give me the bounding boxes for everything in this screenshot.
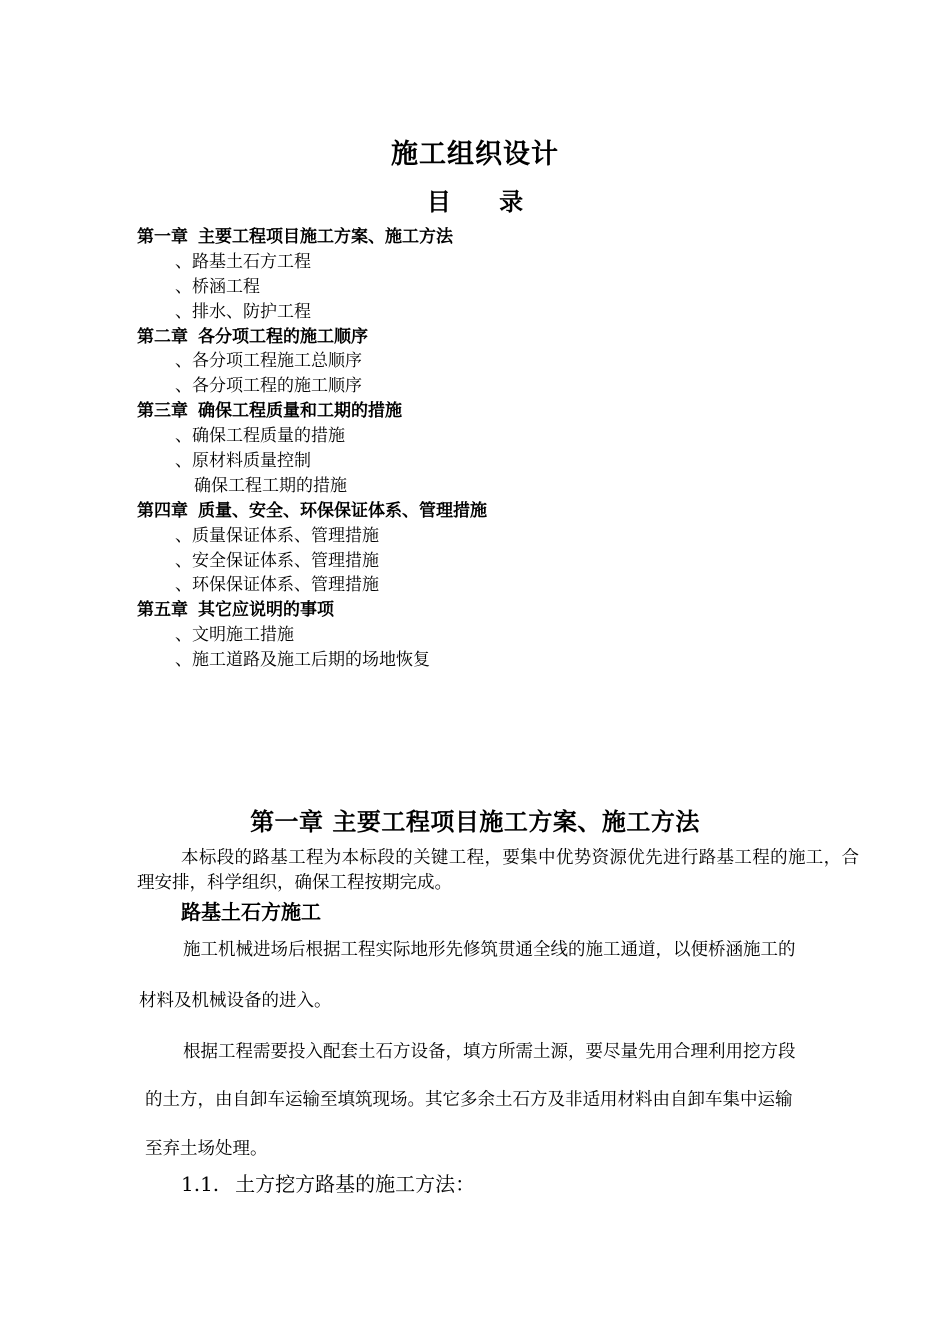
toc-chapter-entry — [137, 399, 837, 424]
toc-section-entry: 、质量保证体系、管理措施 — [175, 525, 379, 546]
toc-section-entry: 确保工程工期的措施 — [194, 475, 347, 496]
toc-chapter-entry — [137, 499, 837, 524]
toc-chapter-entry — [137, 325, 837, 350]
toc-chapter-entry — [137, 225, 837, 250]
body-text-line: 根据工程需要投入配套土石方设备，填方所需土源，要尽量先用合理利用挖方段 — [183, 1042, 796, 1062]
toc-section-entry: 、桥涵工程 — [175, 276, 260, 297]
toc-heading: 目 录 — [426, 188, 544, 216]
table-of-contents — [137, 225, 837, 673]
section-heading: 路基土石方施工 — [181, 900, 321, 924]
toc-section-entry: 、原材料质量控制 — [175, 451, 311, 472]
body-text-line: 施工机械进场后根据工程实际地形先修筑贯通全线的施工通道，以便桥涵施工的 — [183, 940, 796, 960]
toc-chapter-title: 各分项工程的施工顺序 — [198, 326, 368, 347]
body-text-line: 的土方，由自卸车运输至填筑现场。其它多余土石方及非适用材料由自卸车集中运输 — [145, 1090, 793, 1110]
toc-chapter-title: 质量、安全、环保保证体系、管理措施 — [198, 500, 487, 521]
toc-section-entry: 、文明施工措施 — [175, 625, 294, 646]
toc-section-entry: 、施工道路及施工后期的场地恢复 — [175, 650, 430, 671]
toc-chapter-title: 其它应说明的事项 — [198, 600, 334, 621]
body-text-line: 材料及机械设备的进入。 — [139, 991, 332, 1011]
toc-section-entry: 、确保工程质量的措施 — [175, 426, 345, 447]
toc-section-entry: 、安全保证体系、管理措施 — [175, 550, 379, 571]
toc-chapter-label: 第一章 — [137, 227, 188, 247]
subsection-heading — [181, 1168, 475, 1197]
toc-chapter-label: 第五章 — [137, 600, 188, 621]
toc-chapter-title: 主要工程项目施工方案、施工方法 — [198, 227, 453, 247]
subsection-title: 土方挖方路基的施工方法： — [235, 1172, 476, 1196]
toc-section-entry: 、路基土石方工程 — [175, 251, 311, 272]
body-text-line: 至弃土场处理。 — [145, 1139, 268, 1159]
toc-chapter-label: 第二章 — [137, 326, 188, 347]
chapter-heading: 第一章 主要工程项目施工方案、施工方法 — [250, 808, 700, 836]
toc-chapter-title: 确保工程质量和工期的措施 — [198, 401, 402, 422]
toc-section-entry: 、环保保证体系、管理措施 — [175, 575, 379, 596]
toc-section-entry: 、排水、防护工程 — [175, 301, 311, 322]
intro-paragraph: 本标段的路基工程为本标段的关键工程，要集中优势资源优先进行路基工程的施工，合理安排，科学组织，确保工程按期完成。 — [137, 848, 859, 893]
toc-section-entry: 、各分项工程施工总顺序 — [175, 351, 362, 372]
document-title: 施工组织设计 — [391, 139, 559, 170]
toc-section-entry: 、各分项工程的施工顺序 — [175, 376, 362, 397]
toc-chapter-label: 第三章 — [137, 401, 188, 422]
subsection-number: 1.1. — [181, 1172, 220, 1196]
toc-chapter-entry — [137, 598, 837, 623]
toc-chapter-label: 第四章 — [137, 500, 188, 521]
